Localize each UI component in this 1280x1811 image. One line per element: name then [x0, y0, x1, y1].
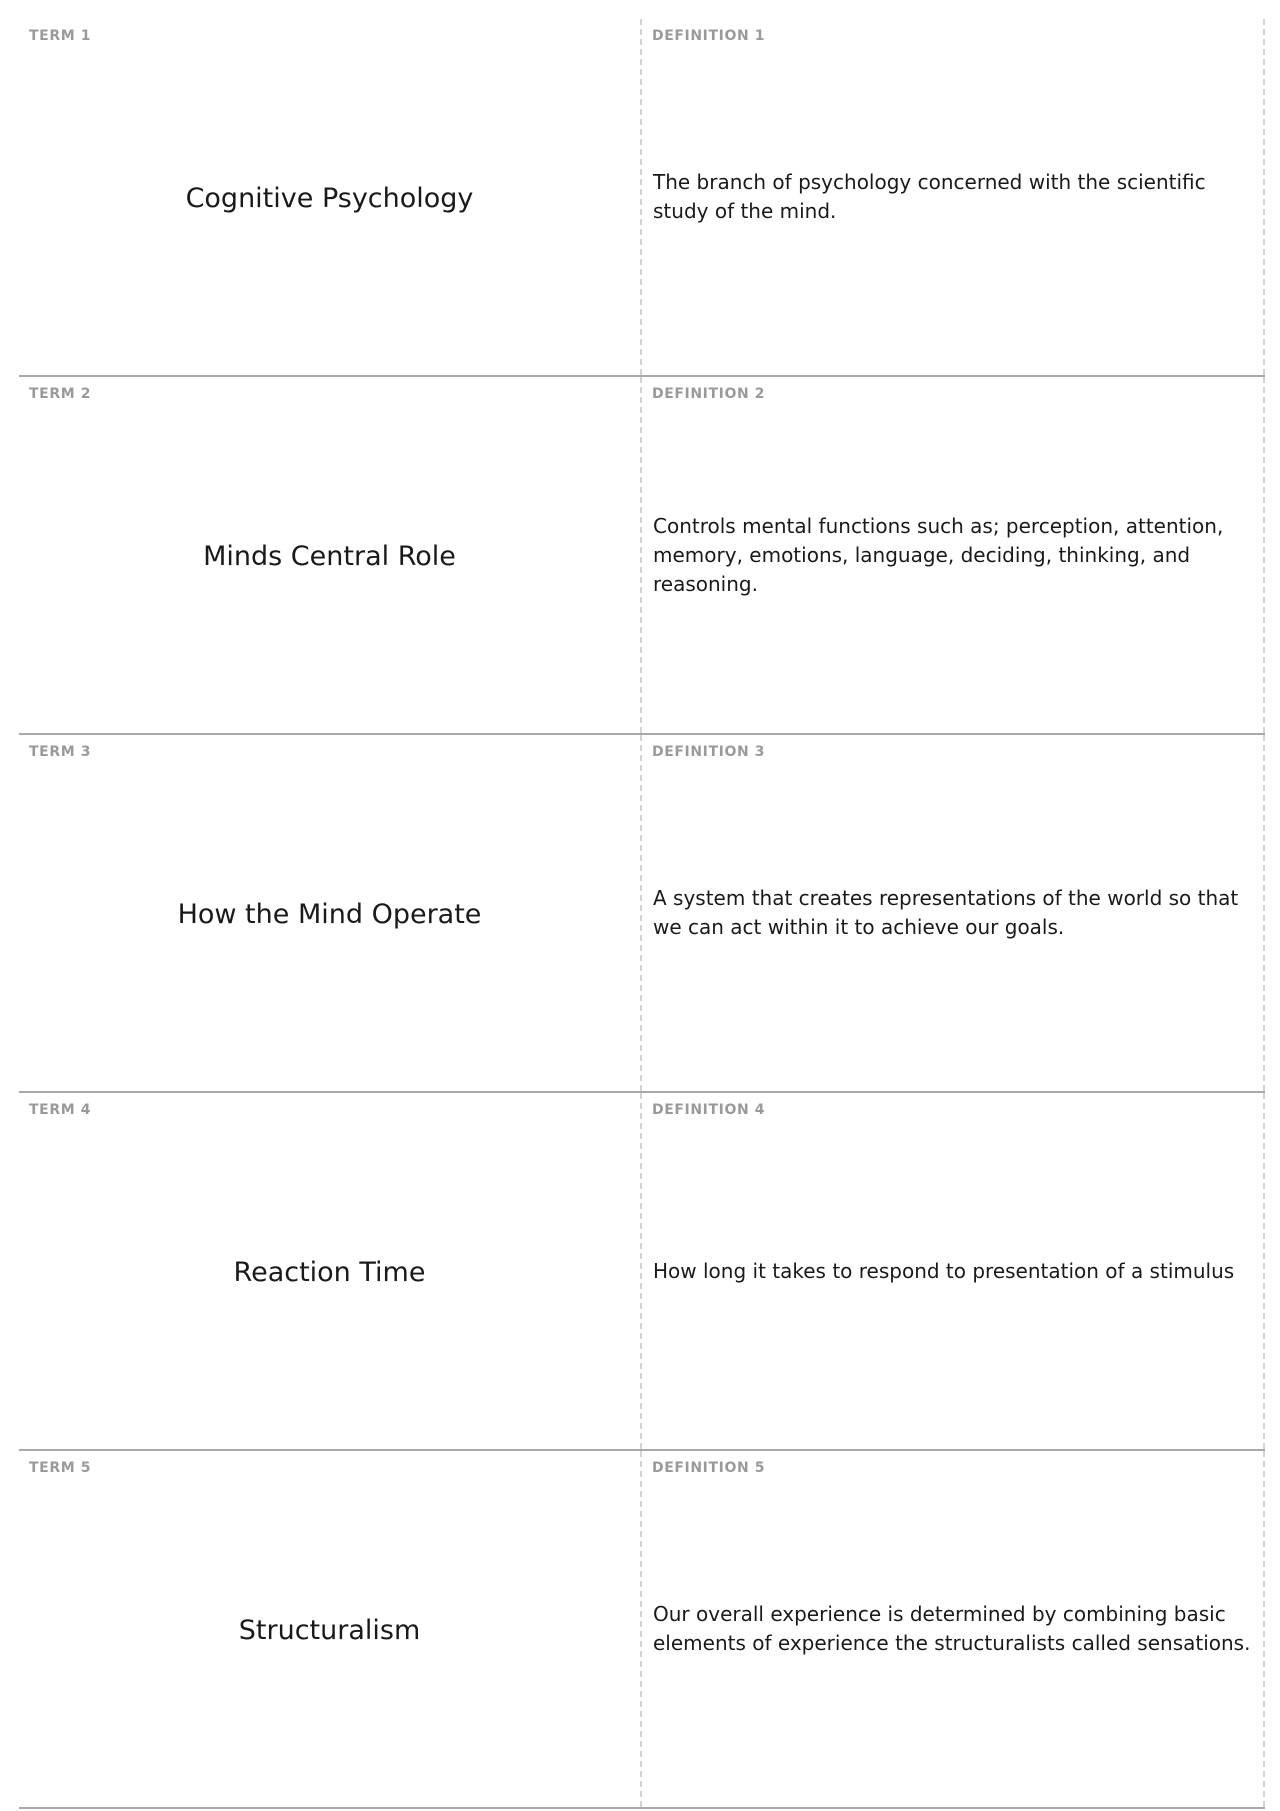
definition-label: DEFINITION 1 [652, 28, 766, 44]
definition-text: How long it takes to respond to presentation of a stimulus [653, 1258, 1235, 1283]
definition-text-wrapper [653, 1451, 1257, 1807]
definition-text-wrapper [653, 735, 1257, 1091]
definition-text-wrapper [653, 1093, 1257, 1449]
term-cell [19, 1451, 642, 1807]
definition-cell [642, 19, 1265, 375]
definition-cell [642, 1093, 1265, 1449]
definition-text: A system that creates representations of the world so that we can act within it to achieve our goals. [653, 886, 1239, 939]
term-cell [19, 735, 642, 1091]
flashcard-row [19, 1093, 1265, 1451]
flashcard-row [19, 735, 1265, 1093]
definition-cell [642, 377, 1265, 733]
term-text: Reaction Time [233, 1256, 426, 1288]
term-label: TERM 5 [29, 1460, 92, 1476]
definition-text-wrapper [653, 377, 1257, 733]
term-cell [19, 377, 642, 733]
definition-text: Controls mental functions such as; perception, attention, memory, emotions, language, deciding, thinking, and reasoning. [653, 513, 1224, 596]
definition-label: DEFINITION 5 [652, 1460, 766, 1476]
term-cell [19, 19, 642, 375]
definition-text: Our overall experience is determined by combining basic elements of experience the structuralists called sensations. [653, 1602, 1251, 1655]
term-label: TERM 4 [29, 1102, 92, 1118]
term-text: Structuralism [238, 1614, 421, 1646]
flashcard-grid [19, 19, 1265, 1809]
flashcard-row [19, 19, 1265, 377]
term-text: Cognitive Psychology [185, 182, 474, 214]
term-cell [19, 1093, 642, 1449]
term-text: How the Mind Operate [177, 898, 482, 930]
definition-text-wrapper [653, 19, 1257, 375]
term-label: TERM 3 [29, 744, 92, 760]
term-text: Minds Central Role [203, 540, 456, 572]
definition-label: DEFINITION 4 [652, 1102, 766, 1118]
flashcard-row [19, 1451, 1265, 1809]
term-label: TERM 1 [29, 28, 92, 44]
definition-label: DEFINITION 2 [652, 386, 766, 402]
definition-cell [642, 1451, 1265, 1807]
flashcard-row [19, 377, 1265, 735]
term-label: TERM 2 [29, 386, 92, 402]
definition-cell [642, 735, 1265, 1091]
definition-label: DEFINITION 3 [652, 744, 766, 760]
definition-text: The branch of psychology concerned with the scientific study of the mind. [653, 170, 1206, 223]
